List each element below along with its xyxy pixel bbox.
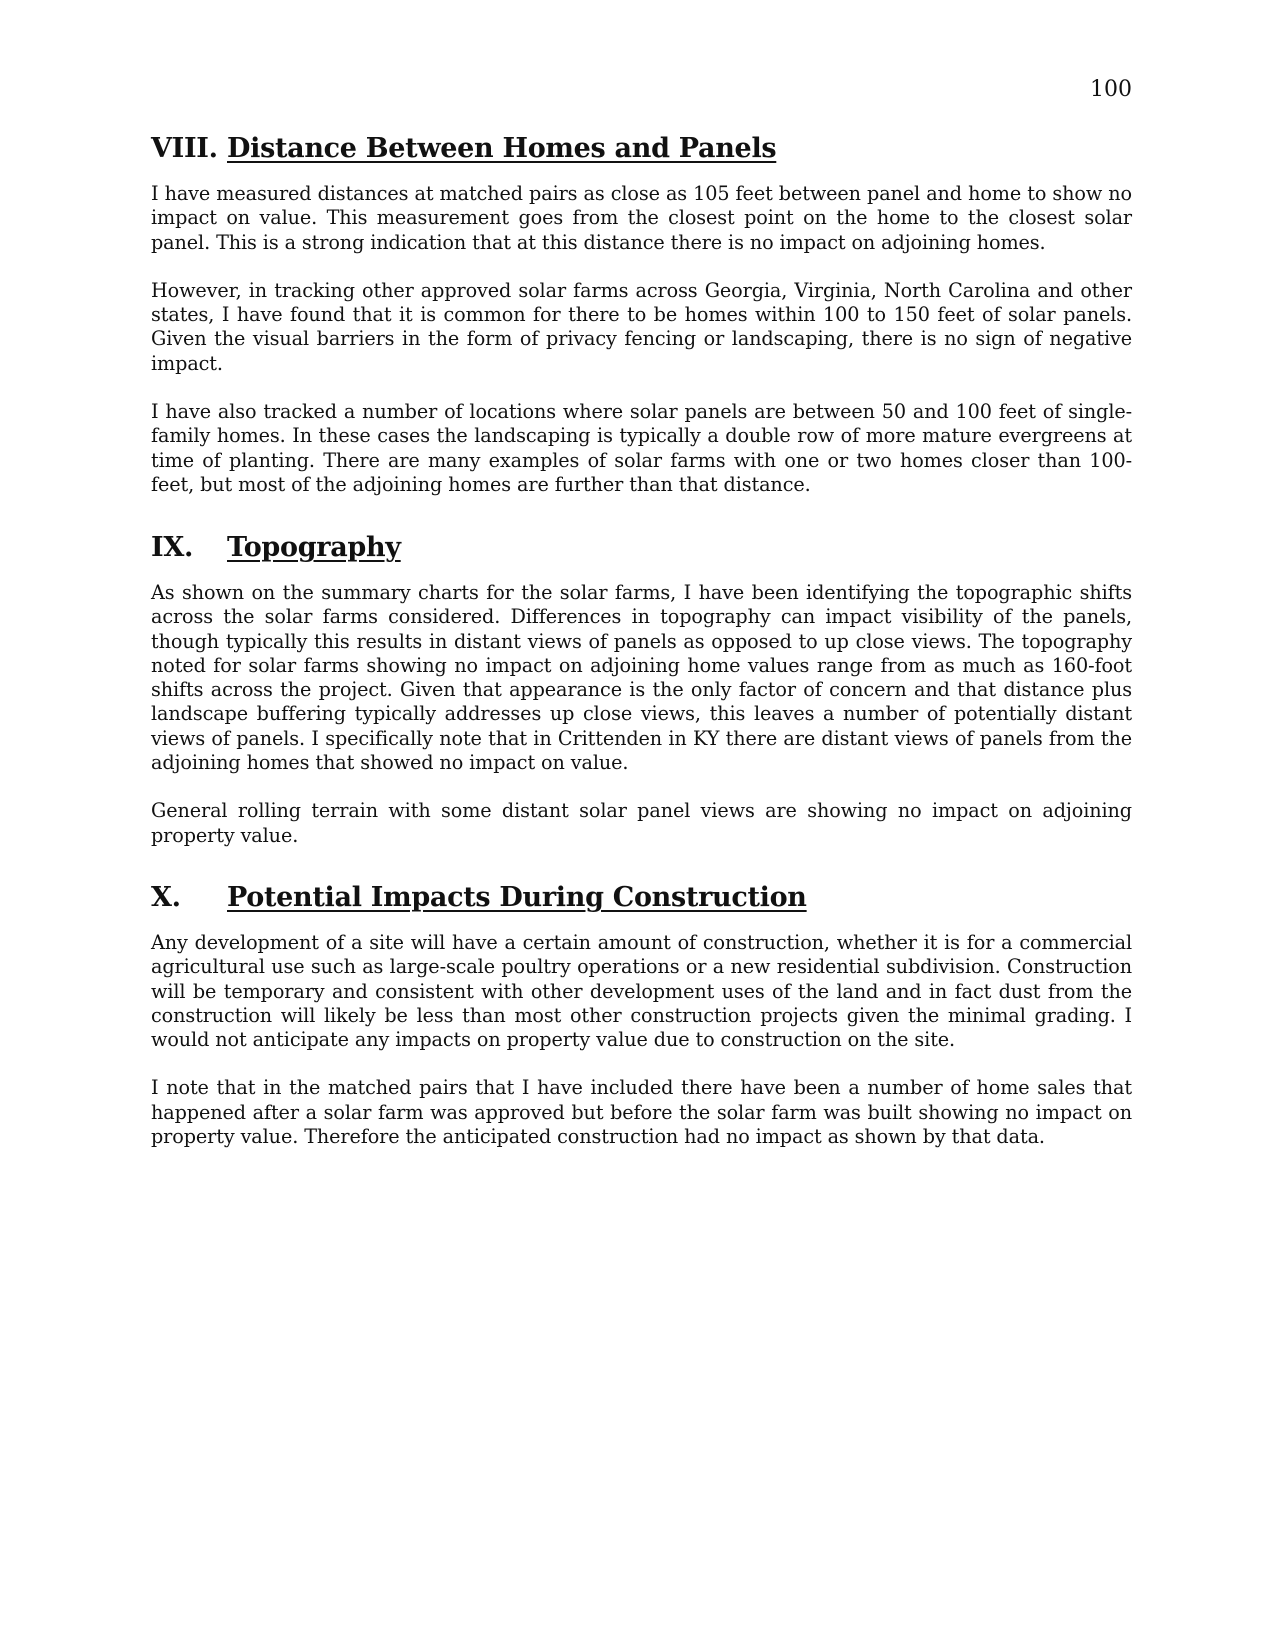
paragraph: I note that in the matched pairs that I have included there have been a number of home sales that happened after a solar farm was approved but before the solar farm was built showing no impact on property value. Therefore the anticipated construction had no impact as shown by that data. — [151, 1076, 1132, 1149]
paragraph: Any development of a site will have a certain amount of construction, whether it is for a commercial agricultural use such as large-scale poultry operations or a new residential subdivision. Construction will be temporary and consistent with other development uses of the land and in fact dust from the construction will likely be less than most other construction projects given the minimal grading. I would not anticipate any impacts on property value due to construction on the site. — [151, 931, 1132, 1052]
section-number: X. — [151, 882, 181, 913]
paragraph: General rolling terrain with some distant solar panel views are showing no impact on adjoining property value. — [151, 799, 1132, 847]
paragraph: I have measured distances at matched pairs as close as 105 feet between panel and home to show no impact on value. This measurement goes from the closest point on the home to the closest solar panel. This is a strong indication that at this distance there is no impact on adjoining homes. — [151, 182, 1132, 254]
section-heading — [151, 882, 1132, 913]
section-heading — [151, 133, 1132, 164]
section-number: IX. — [151, 532, 194, 563]
section-topography — [151, 532, 1132, 872]
section-potential-impacts-during-construction — [151, 882, 1132, 1173]
section-number: VIII. — [151, 133, 218, 164]
paragraph: However, in tracking other approved solar farms across Georgia, Virginia, North Carolina and other states, I have found that it is common for there to be homes within 100 to 150 feet of solar panels. Given the visual barriers in the form of privacy fencing or landscaping, there is no sign of negative impact. — [151, 278, 1132, 375]
paragraph: As shown on the summary charts for the solar farms, I have been identifying the topographic shifts across the solar farms considered. Differences in topography can impact visibility of the panels, though typically this results in distant views of panels as opposed to up close views. The topography noted for solar farms showing no impact on adjoining home values range from as much as 160-foot shifts across the project. Given that appearance is the only factor of concern and that distance plus landscape buffering typically addresses up close views, this leaves a number of potentially distant views of panels. I specifically note that in Crittenden in KY there are distant views of panels from the adjoining homes that showed no impact on value. — [151, 581, 1132, 775]
section-title: Topography — [227, 532, 401, 563]
section-distance-between-homes-and-panels — [151, 133, 1132, 521]
section-title: Potential Impacts During Construction — [227, 882, 807, 913]
section-title: Distance Between Homes and Panels — [227, 133, 777, 164]
section-heading — [151, 532, 1132, 563]
paragraph: I have also tracked a number of locations where solar panels are between 50 and 100 feet of single-family homes. In these cases the landscaping is typically a double row of more mature evergreens at time of planting. There are many examples of solar farms with one or two homes closer than 100-feet, but most of the adjoining homes are further than that distance. — [151, 400, 1132, 496]
page-number: 100 — [1090, 77, 1132, 102]
